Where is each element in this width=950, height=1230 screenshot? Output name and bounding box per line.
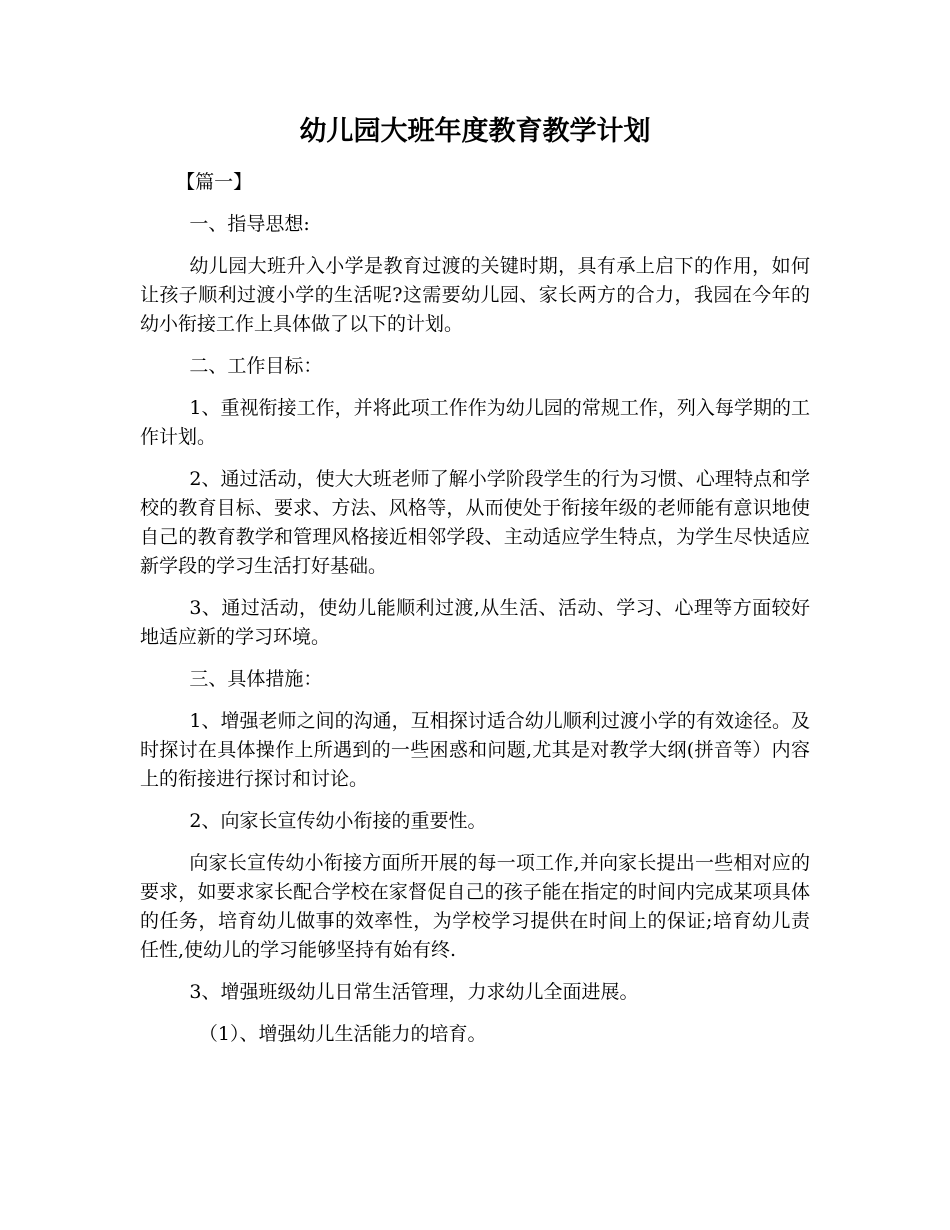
paragraph-measure-1: 1、增强老师之间的沟通，互相探讨适合幼儿顺利过渡小学的有效途径。及时探讨在具体操作上所遇到的一些困惑和问题,尤其是对教学大纲(拼音等）内容上的衔接进行探讨和讨论。 (140, 710, 810, 790)
paragraph-intro: 幼儿园大班升入小学是教育过渡的关键时期，具有承上启下的作用，如何让孩子顺利过渡小学的生活呢?这需要幼儿园、家长两方的合力，我园在今年的幼小衔接工作上具体做了以下的计划。 (140, 255, 810, 335)
paragraph-measure-3-sub-1: （1）、增强幼儿生活能力的培育。 (198, 1023, 487, 1045)
section-heading-guiding-thought: 一、指导思想: (189, 213, 310, 235)
paragraph-goal-1: 1、重视衔接工作，并将此项工作作为幼儿园的常规工作，列入每学期的工作计划。 (140, 397, 810, 448)
paragraph-goal-3: 3、通过活动，使幼儿能顺利过渡,从生活、活动、学习、心理等方面较好地适应新的学习环境。 (140, 597, 810, 648)
document-title: 幼儿园大班年度教育教学计划 (299, 116, 651, 147)
paragraph-goal-2: 2、通过活动，使大大班老师了解小学阶段学生的行为习惯、心理特点和学校的教育目标、要求、方法、风格等，从而使处于衔接年级的老师能有意识地使自己的教育教学和管理风格接近相邻学段、主动适应学生特点，为学生尽快适应新学段的学习生活打好基础。 (140, 468, 810, 577)
section-tag: 【篇一】 (176, 171, 253, 193)
section-heading-measures: 三、具体措施： (189, 668, 323, 690)
section-heading-work-goals: 二、工作目标： (189, 355, 323, 377)
paragraph-measure-3: 3、增强班级幼儿日常生活管理，力求幼儿全面进展。 (189, 981, 639, 1003)
document-body (140, 168, 810, 1062)
paragraph-measure-2: 2、向家长宣传幼小衔接的重要性。 (189, 810, 487, 832)
paragraph-measure-2-detail: 向家长宣传幼小衔接方面所开展的每一项工作,并向家长提出一些相对应的要求，如要求家长配合学校在家督促自己的孩子能在指定的时间内完成某项具体的任务，培育幼儿做事的效率性，为学校学习提供在时间上的保证;培育幼儿责任性,使幼儿的学习能够坚持有始有终. (140, 852, 810, 961)
